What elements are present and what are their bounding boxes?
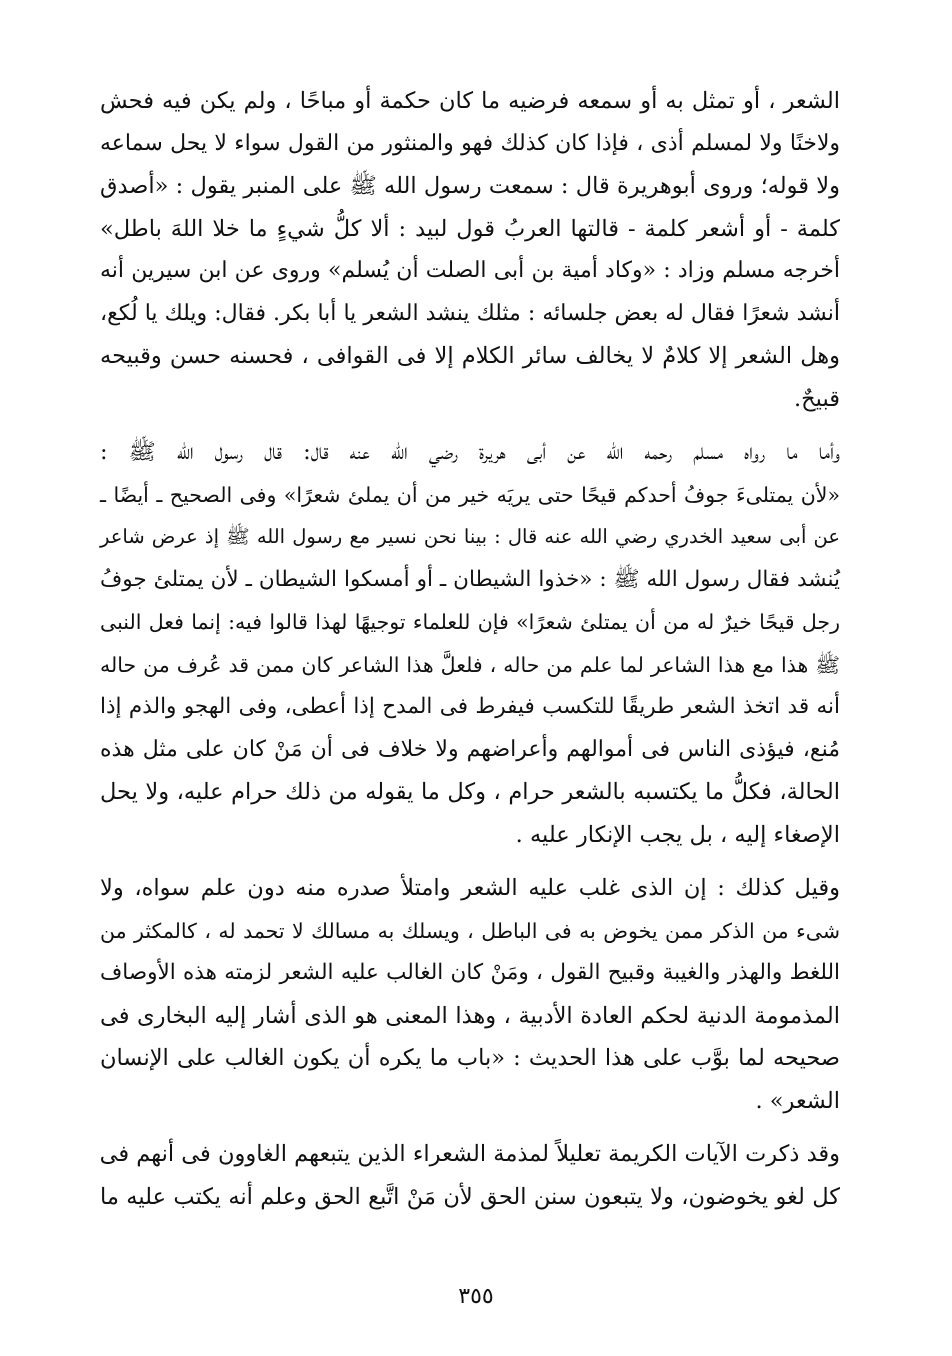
text-line: أنشد شعرًا فقال له بعض جلسائه : مثلك ينشد الشعر يا أبا بكر. فقال: ويلك يا لُكع، — [100, 300, 840, 326]
text-line: الشعر» . — [755, 1087, 840, 1114]
text-line: أخرجه مسلم وزاد : «وكاد أمية بن أبى الصلت أن يُسلم» وروى عن ابن سيرين أنه — [100, 258, 840, 283]
paragraph-2 — [100, 431, 840, 856]
text-line: ولا قوله؛ وروى أبوهريرة قال : سمعت رسول الله ﷺ على المنبر يقول : «أصدق — [100, 173, 840, 199]
text-line: اللغط والهذر والغيبة وقبيح القول ، ومَنْ كان الغالب عليه الشعر لزمته هذه الأوصاف — [100, 960, 840, 985]
text-line: وهل الشعر إلا كلامٌ لا يخالف سائر الكلام إلا فى القوافى ، فحسنه حسن وقبيحه — [100, 343, 840, 369]
paragraph-4 — [100, 1133, 840, 1218]
text-line: قبيحٌ. — [793, 385, 840, 412]
text-line: صحيحه لما بوَّب على هذا الحديث : «باب ما يكره أن يكون الغالب على الإنسان — [100, 1045, 840, 1071]
text-line: يُنشد فقال رسول الله ﷺ : «خذوا الشيطان ـ أو أمسكوا الشيطان ـ لأن يمتلئ جوفُ — [100, 566, 840, 592]
text-line: الحالة، فكلُّ ما يكتسبه بالشعر حرام ، وكل ما يقوله من ذلك حرام عليه، ولا يحل — [100, 779, 840, 805]
page-number: ٣٥٥ — [458, 1284, 494, 1309]
text-line: ﷺ هذا مع هذا الشاعر لما علم من حاله ، فلعلَّ هذا الشاعر كان ممن قد عُرف من حاله — [100, 652, 840, 677]
text-line: «لأن يمتلىءَ جوفُ أحدكم قيحًا حتى يريَه خير من أن يملئ شعرًا» وفى الصحيح ـ أيضًا ـ — [100, 482, 840, 507]
text-line: المذمومة الدنية لحكم العادة الأدبية ، وهذا المعنى هو الذى أشار إليه البخارى فى — [100, 1002, 840, 1029]
text-line: عن أبى سعيد الخدري رضي الله عنه قال : بينا نحن نسير مع رسول الله ﷺ إذ عرض شاعر — [100, 525, 840, 548]
paragraph-3 — [100, 867, 840, 1122]
text-line: ولاخنًا ولا لمسلم أذى ، فإذا كان كذلك فهو والمنثور من القول سواء لا يحل سماعه — [100, 130, 840, 156]
text-line: وقد ذكرت الآيات الكريمة تعليلاً لمذمة الشعراء الذين يتبعهم الغاوون فى أنهم فى — [99, 1141, 840, 1167]
text-line: أنه قد اتخذ الشعر طريقًا للتكسب فيفرط فى المدح إذا أعطى، وفى الهجو والذم إذا — [100, 694, 840, 719]
page-body — [100, 80, 840, 1218]
text-line: شىء من الذكر ممن يخوض به فى الباطل ، ويسلك به مسالك لا تحمد له ، كالمكثر من — [100, 918, 840, 943]
text-line: مُنع، فيؤذى الناس فى أموالهم وأعراضهم ولا خلاف فى أن مَنْ كان على مثل هذه — [100, 736, 840, 762]
text-line: كلمة - أو أشعر كلمة - قالتها العربُ قول لبيد : ألا كلُّ شيءٍ ما خلا اللهَ باطل» — [100, 215, 840, 242]
text-line: الإصغاء إليه ، بل يجب الإنكار عليه . — [515, 821, 840, 848]
text-line: وأما ما رواه مسلم رحمه الله عن أبى هريرة رضي الله عنه قال: قال رسول الله ﷺ : — [100, 439, 840, 465]
text-line: رجل قيحًا خيرٌ له من أن يمتلئ شعرًا» فإن للعلماء توجيهًا لهذا قالوا فيه: إنما فعل النبى — [100, 610, 840, 634]
text-line: وقيل كذلك : إن الذى غلب عليه الشعر وامتلأ صدره منه دون علم سواه، ولا — [100, 875, 840, 901]
text-line: كل لغو يخوضون، ولا يتبعون سنن الحق لأن مَنْ اتَّبع الحق وعلم أنه يكتب عليه ما — [100, 1183, 840, 1210]
text-line: الشعر ، أو تمثل به أو سمعه فرضيه ما كان حكمة أو مباحًا ، ولم يكن فيه فحش — [100, 88, 840, 114]
paragraph-1 — [100, 80, 840, 420]
